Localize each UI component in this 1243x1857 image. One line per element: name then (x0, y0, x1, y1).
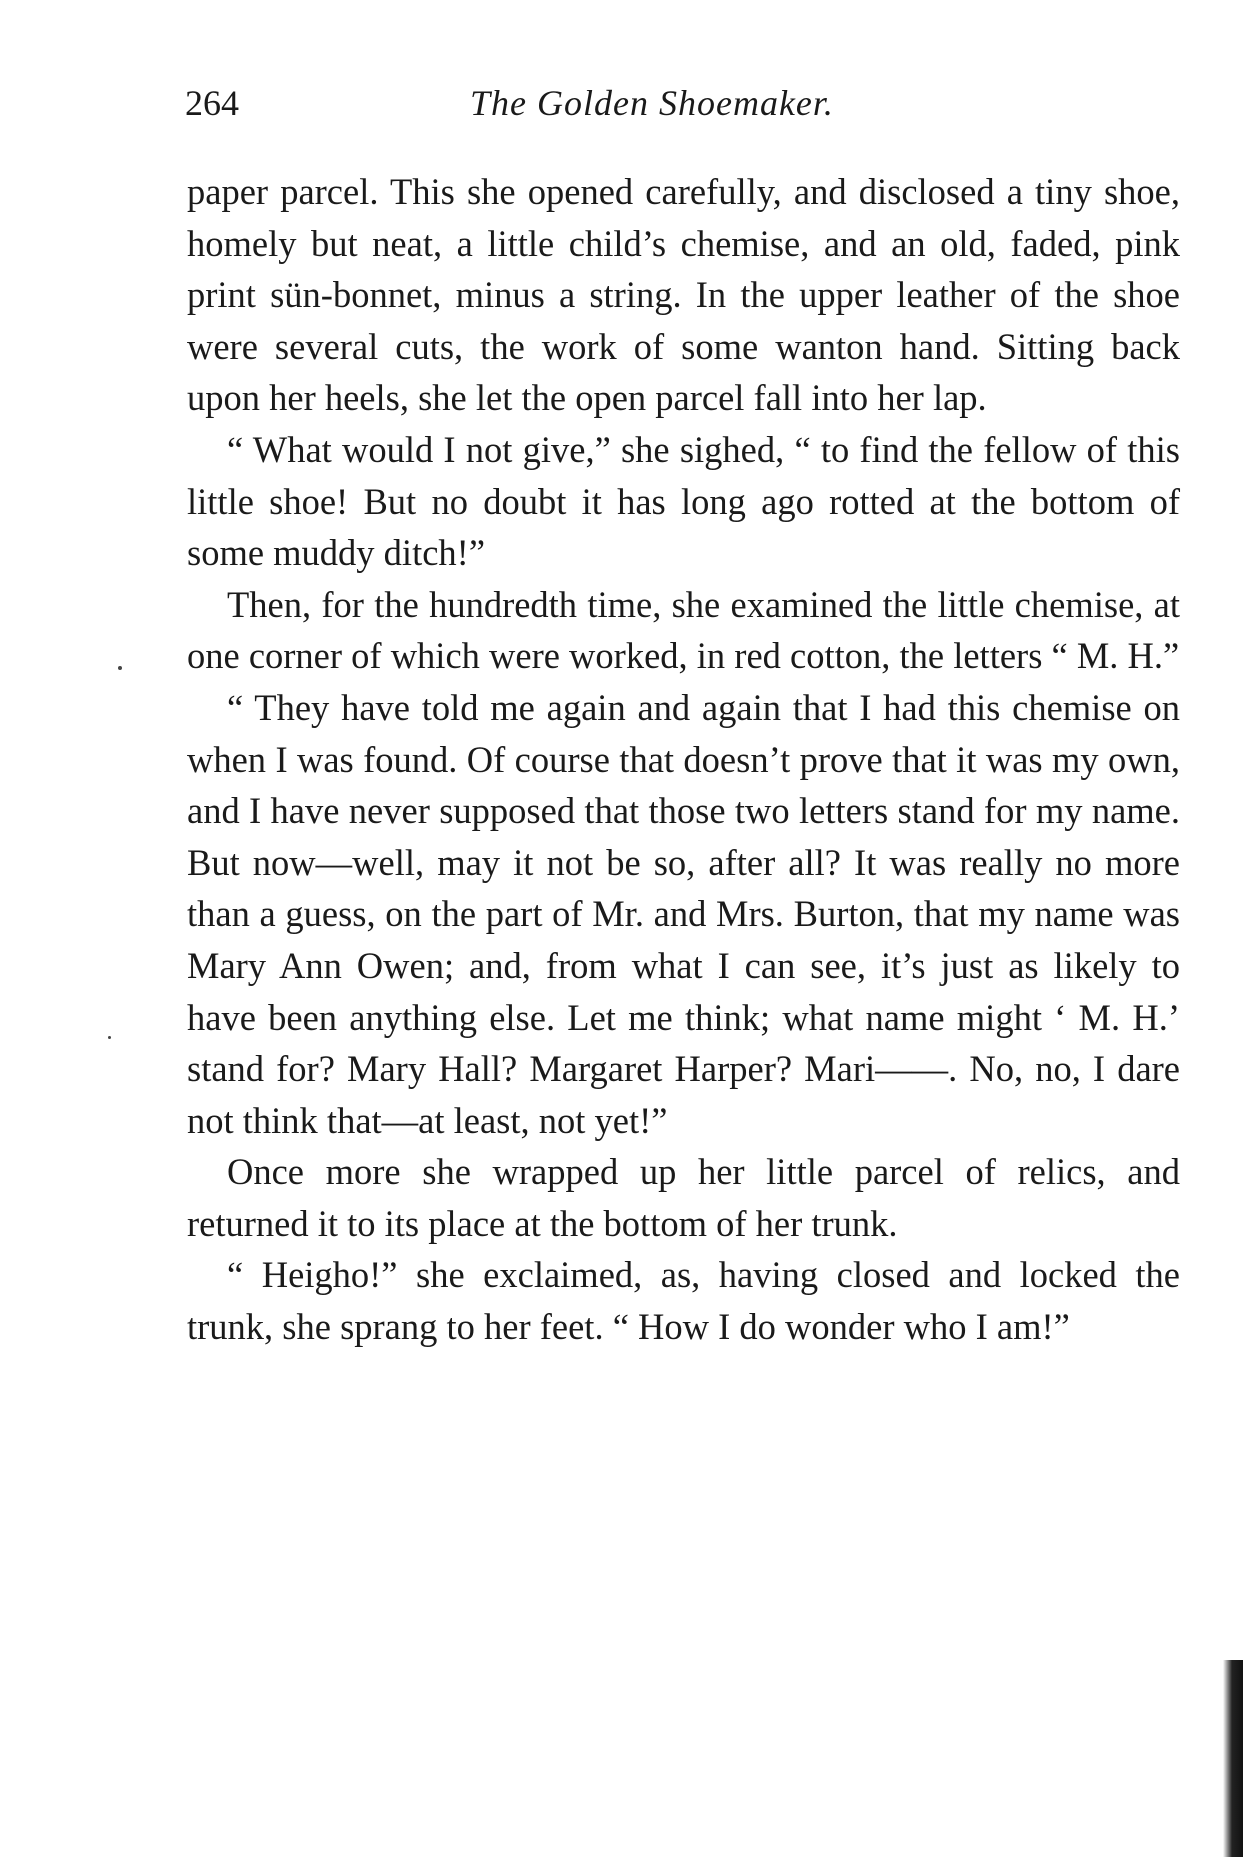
paragraph: “ What would I not give,” she sighed, “ to find the fellow of this little shoe! But no doubt it has long ago rotted at the bottom of some muddy ditch!” (187, 428, 1180, 574)
running-title: The Golden Shoemaker. (470, 83, 834, 123)
scan-speck (118, 666, 122, 670)
scan-speck (108, 1036, 111, 1039)
paragraph: “ They have told me again and again that I had this chemise on when I was found. Of course that doesn’t prove that it was my own, and I have never supposed that those two letters stand for my name. But now—well, may it not be so, after all? It was really no more than a guess, on the part of Mr. and Mrs. Burton, that my name was Mary Ann Owen; and, from what I can see, it’s just as likely to have been anything else. Let me think; what name might ‘ M. H.’ stand for? Mary Hall? Margaret Harper? Mari——. No, no, I dare not think that—at least, not yet!” (187, 686, 1180, 1141)
paragraph: Then, for the hundredth time, she examined the little chemise, at one corner of which were worked, in red cotton, the letters “ M. H.” (187, 583, 1180, 677)
paragraph: “ Heigho!” she exclaimed, as, having closed and locked the trunk, she sprang to her feet. “ How I do wonder who I am!” (187, 1254, 1180, 1348)
paragraph: paper parcel. This she opened carefully, and disclosed a tiny shoe, homely but neat, a little child’s chemise, and an old, faded, pink print sün-bonnet, minus a string. In the upper leather of the shoe were several cuts, the work of some wanton hand. Sitting back upon her heels, she let the open parcel fall into her lap. (187, 171, 1180, 419)
page-header (185, 78, 1180, 128)
paragraph: Once more she wrapped up her little parcel of relics, and returned it to its place at the bottom of her trunk. (187, 1151, 1180, 1244)
body-text (187, 166, 1180, 1353)
scan-edge-mark (1223, 1660, 1243, 1857)
page-number: 264 (185, 83, 239, 123)
